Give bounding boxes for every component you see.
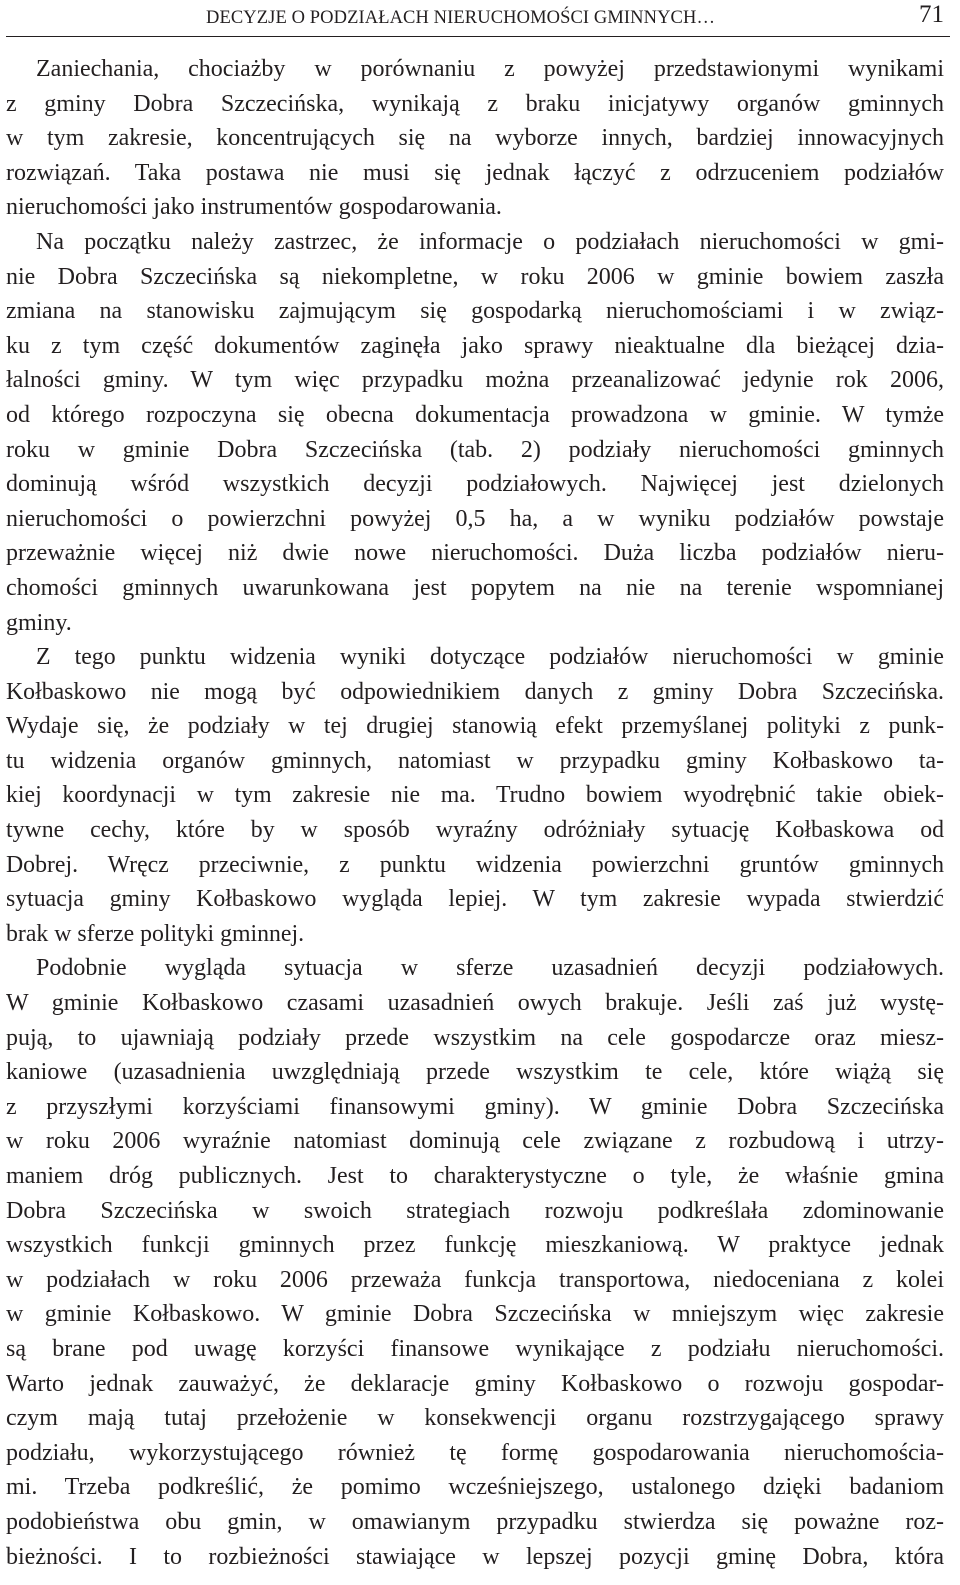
text-line: sytuacja gminy Kołbaskowo wygląda lepiej. W tym zakresie wypada stwierdzić: [6, 886, 944, 913]
text-line: Dobrej. Wręcz przeciwnie, z punktu widzenia powierzchni gruntów gminnych: [6, 851, 944, 878]
text-line: Podobnie wygląda sytuacja w sferze uzasadnień decyzji podziałowych.: [36, 955, 944, 982]
text-line: bieżności. I to rozbieżności stawiające w lepszej pozycji gminę Dobra, która: [6, 1543, 944, 1570]
text-line: w podziałach w roku 2006 przeważa funkcja transportowa, niedoceniana z kolei: [6, 1266, 944, 1293]
text-line: brak w sferze polityki gminnej.: [6, 920, 305, 947]
text-line: podziału, wykorzystującego również tę formę gospodarowania nieruchomościa-: [6, 1439, 944, 1466]
running-title: DECYZJE O PODZIAŁACH NIERUCHOMOŚCI GMINNYCH…: [206, 8, 716, 28]
text-line: Kołbaskowo nie mogą być odpowiednikiem danych z gminy Dobra Szczecińska.: [6, 678, 944, 705]
text-line: ku z tym część dokumentów zaginęła jako sprawy nieaktualne dla bieżącej dzia-: [6, 332, 944, 359]
text-line: gminy.: [6, 609, 72, 636]
text-line: chomości gminnych uwarunkowana jest popytem na nie na terenie wspomnianej: [6, 574, 944, 601]
text-line: rozwiązań. Taka postawa nie musi się jednak łączyć z odrzuceniem podziałów: [6, 159, 944, 186]
text-line: są brane pod uwagę korzyści finansowe wynikające z podziału nieruchomości.: [6, 1335, 944, 1362]
paragraph-3: [6, 640, 944, 951]
text-line: nieruchomości o powierzchni powyżej 0,5 ha, a w wyniku podziałów powstaje: [6, 505, 944, 532]
text-line: maniem dróg publicznych. Jest to charakterystyczne o tyle, że właśnie gmina: [6, 1163, 944, 1189]
text-line: łalności gminy. W tym więc przypadku można przeanalizować jedynie rok 2006,: [6, 367, 944, 394]
text-line: Z tego punktu widzenia wyniki dotyczące podziałów nieruchomości w gminie: [36, 644, 944, 671]
text-line: w tym zakresie, koncentrujących się na wyborze innych, bardziej innowacyjnych: [6, 125, 944, 152]
text-line: wszystkich funkcji gminnych przez funkcję mieszkaniową. W praktyce jednak: [6, 1232, 944, 1259]
text-line: mi. Trzeba podkreślić, że pomimo wcześniejszego, ustalonego dzięki badaniom: [6, 1474, 944, 1501]
text-line: kaniowe (uzasadnienia uwzględniają przede wszystkim te cele, które wiążą się: [6, 1059, 944, 1086]
text-line: pują, to ujawniają podziały przede wszystkim na cele gospodarcze oraz miesz-: [6, 1024, 944, 1051]
text-line: w roku 2006 wyraźnie natomiast dominują cele związane z rozbudową i utrzy-: [6, 1128, 944, 1155]
text-line: Warto jednak zauważyć, że deklaracje gminy Kołbaskowo o rozwoju gospodar-: [6, 1370, 944, 1397]
page-number: 71: [919, 1, 944, 28]
text-line: podobieństwa obu gmin, w omawianym przypadku stwierdza się poważne roz-: [6, 1508, 944, 1535]
body-text: [6, 52, 944, 1585]
text-line: Wydaje się, że podziały w tej drugiej stanowią efekt przemyślanej polityki z punk-: [6, 713, 944, 740]
text-line: Dobra Szczecińska w swoich strategiach rozwoju podkreślała zdominowanie: [6, 1197, 944, 1224]
text-line: tywne cechy, które by w sposób wyraźny odróżniały sytuację Kołbaskowa od: [6, 817, 944, 844]
text-line: zmiana na stanowisku zajmującym się gospodarką nieruchomościami i w związ-: [6, 298, 944, 325]
text-line: dominują wśród wszystkich decyzji podziałowych. Najwięcej jest dzielonych: [6, 471, 944, 498]
text-line: Na początku należy zastrzec, że informacje o podziałach nieruchomości w gmi-: [36, 228, 944, 255]
text-line: nie Dobra Szczecińska są niekompletne, w roku 2006 w gminie bowiem zaszła: [6, 263, 944, 290]
text-line: tu widzenia organów gminnych, natomiast w przypadku gminy Kołbaskowo ta-: [6, 747, 944, 774]
text-line: w gminie Kołbaskowo. W gminie Dobra Szczecińska w mniejszym więc zakresie: [6, 1301, 944, 1328]
text-line: z gminy Dobra Szczecińska, wynikają z braku inicjatywy organów gminnych: [6, 90, 944, 117]
text-line: W gminie Kołbaskowo czasami uzasadnień owych brakuje. Jeśli zaś już wystę-: [6, 990, 944, 1017]
text-line: z przyszłymi korzyściami finansowymi gminy). W gminie Dobra Szczecińska: [6, 1093, 944, 1120]
text-line: czym mają tutaj przełożenie w konsekwencji organu rozstrzygającego sprawy: [6, 1405, 944, 1432]
text-line: przeważnie więcej niż dwie nowe nieruchomości. Duża liczba podziałów nieru-: [6, 540, 944, 567]
text-line: roku w gminie Dobra Szczecińska (tab. 2) podziały nieruchomości gminnych: [6, 436, 944, 463]
paragraph-4: [6, 951, 944, 1574]
running-header: [6, 0, 950, 37]
text-line: kiej koordynacji w tym zakresie nie ma. Trudno bowiem wyodrębnić takie obiek-: [6, 782, 944, 809]
text-line: Zaniechania, chociażby w porównaniu z powyżej przedstawionymi wynikami: [36, 56, 944, 82]
paragraph-1: [6, 52, 944, 225]
paragraph-2: [6, 225, 944, 640]
text-line: od którego rozpoczyna się obecna dokumentacja prowadzona w gminie. W tymże: [6, 401, 944, 428]
text-line: nieruchomości jako instrumentów gospodarowania.: [6, 194, 502, 221]
